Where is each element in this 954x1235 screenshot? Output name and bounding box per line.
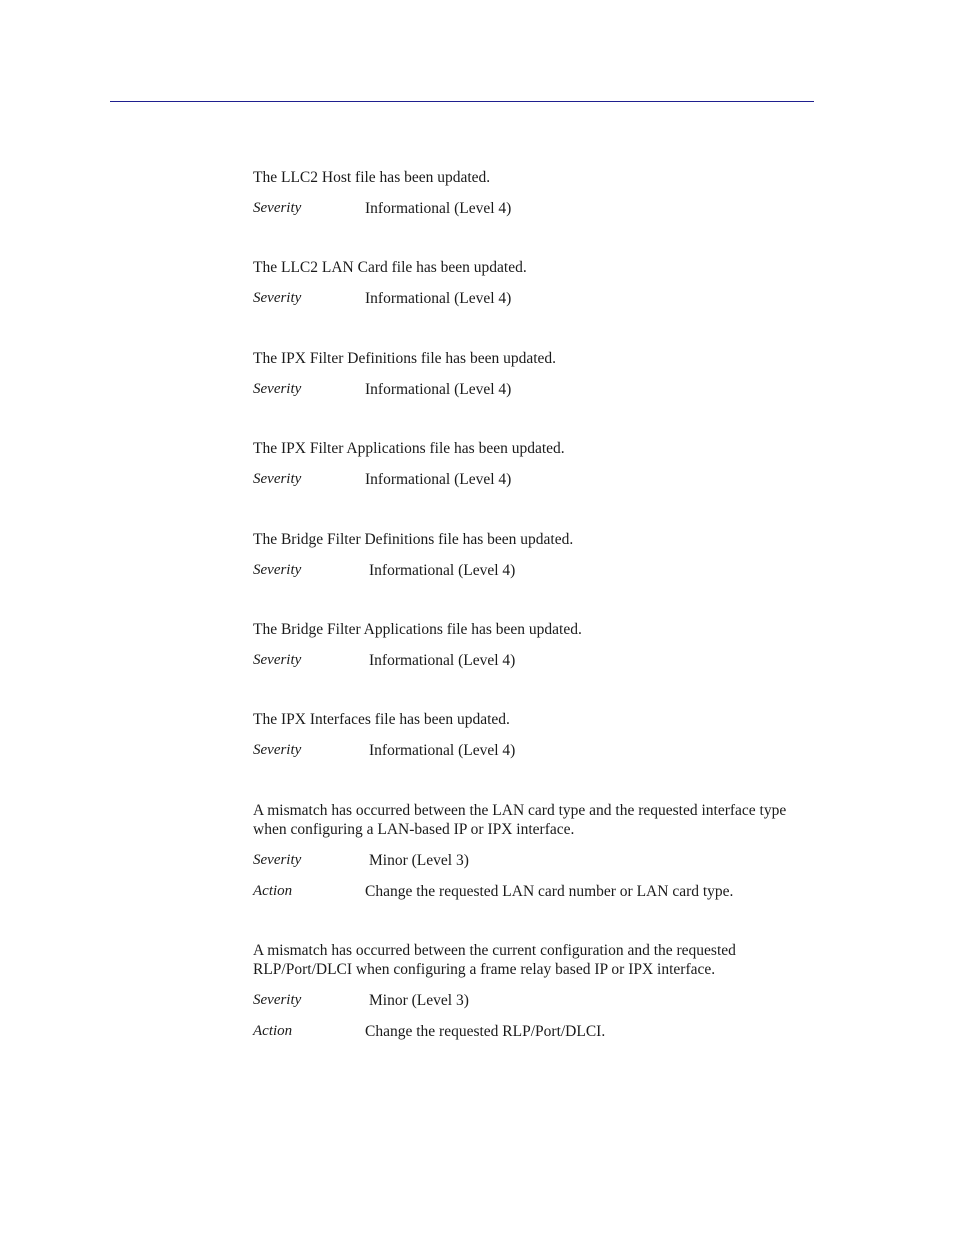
severity-label: Severity xyxy=(253,200,302,216)
action-label: Action xyxy=(253,883,293,899)
severity-value: Informational (Level 4) xyxy=(365,381,512,398)
message-entry xyxy=(253,168,823,218)
severity-row xyxy=(253,470,823,489)
action-row xyxy=(253,882,823,901)
severity-row xyxy=(253,851,823,870)
severity-value: Minor (Level 3) xyxy=(369,852,469,869)
action-label: Action xyxy=(253,1023,293,1039)
message-entry xyxy=(253,530,823,580)
severity-value: Informational (Level 4) xyxy=(369,742,516,759)
severity-value: Minor (Level 3) xyxy=(369,992,469,1009)
action-value: Change the requested RLP/Port/DLCI. xyxy=(365,1023,606,1040)
message-entry xyxy=(253,439,823,489)
message-description: The LLC2 LAN Card file has been updated. xyxy=(253,259,527,276)
severity-row xyxy=(253,289,823,308)
severity-row xyxy=(253,651,823,670)
message-description: The IPX Interfaces file has been updated. xyxy=(253,711,510,728)
header-rule xyxy=(110,101,814,102)
severity-label: Severity xyxy=(253,742,302,758)
severity-row xyxy=(253,561,823,580)
message-entry xyxy=(253,801,823,901)
message-description: The IPX Filter Definitions file has been updated. xyxy=(253,350,557,367)
severity-label: Severity xyxy=(253,290,302,306)
severity-label: Severity xyxy=(253,562,302,578)
message-description: The LLC2 Host file has been updated. xyxy=(253,169,491,186)
message-entry xyxy=(253,710,823,760)
severity-label: Severity xyxy=(253,852,302,868)
severity-label: Severity xyxy=(253,471,302,487)
severity-label: Severity xyxy=(253,652,302,668)
severity-row xyxy=(253,199,823,218)
message-description: A mismatch has occurred between the current configuration and the requested RLP/Port/DLCI when configuring a frame relay based IP or IPX interface. xyxy=(253,942,736,978)
severity-value: Informational (Level 4) xyxy=(369,652,516,669)
action-value: Change the requested LAN card number or LAN card type. xyxy=(365,883,734,900)
severity-value: Informational (Level 4) xyxy=(369,562,516,579)
message-entry xyxy=(253,258,823,308)
action-row xyxy=(253,1022,823,1041)
message-entry xyxy=(253,620,823,670)
message-entry xyxy=(253,349,823,399)
message-entry xyxy=(253,941,823,1041)
severity-value: Informational (Level 4) xyxy=(365,200,512,217)
severity-row xyxy=(253,991,823,1010)
severity-value: Informational (Level 4) xyxy=(365,290,512,307)
severity-label: Severity xyxy=(253,992,302,1008)
severity-label: Severity xyxy=(253,381,302,397)
message-description: A mismatch has occurred between the LAN card type and the requested interface type when configuring a LAN-based IP or IPX interface. xyxy=(253,802,787,838)
message-description: The Bridge Filter Applications file has been updated. xyxy=(253,621,582,638)
severity-row xyxy=(253,380,823,399)
message-description: The IPX Filter Applications file has been updated. xyxy=(253,440,565,457)
severity-row xyxy=(253,741,823,760)
severity-value: Informational (Level 4) xyxy=(365,471,512,488)
message-description: The Bridge Filter Definitions file has been updated. xyxy=(253,531,574,548)
